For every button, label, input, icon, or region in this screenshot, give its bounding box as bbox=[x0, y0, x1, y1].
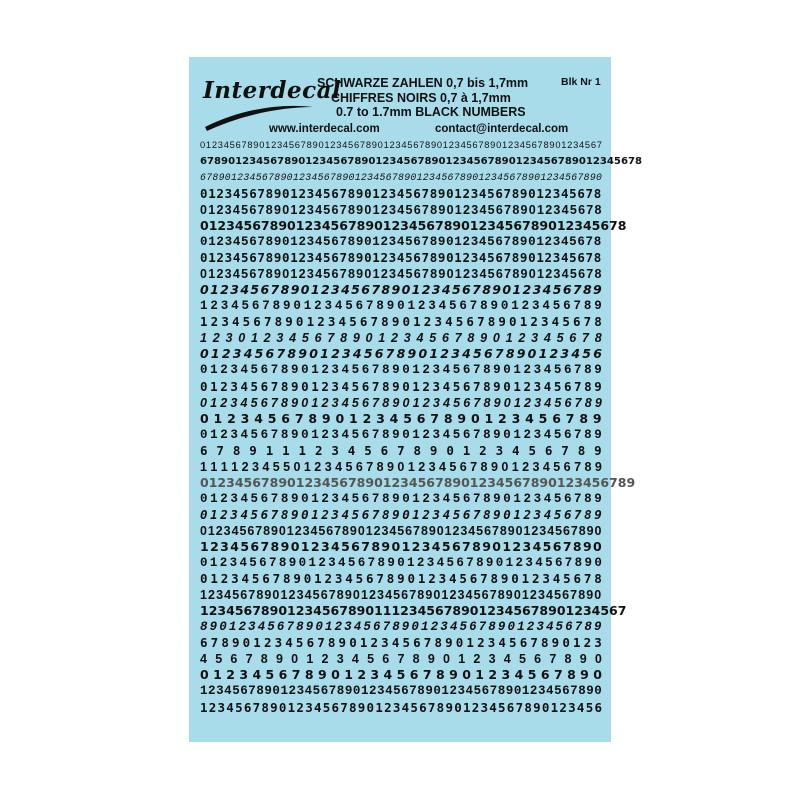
digit-row: 6 7 8 9 1 1 1 2 3 4 5 6 7 8 9 0 1 2 3 4 5 6 7 8 9 bbox=[200, 442, 602, 458]
title-english: 0.7 to 1.7mm BLACK NUMBERS bbox=[336, 105, 526, 119]
digit-row: 1 2 3 4 5 6 7 8 9 0 1 2 3 4 5 6 7 8 9 0 1 2 3 4 5 6 7 8 9 0 1 2 3 4 5 6 7 8 9 0 1 2 3 4 5 6 7 8 9 0 bbox=[200, 588, 602, 603]
sheet-reference: Blk Nr 1 bbox=[561, 76, 601, 88]
email-link[interactable]: contact@interdecal.com bbox=[435, 123, 569, 135]
digit-row: 0 1 2 3 4 5 6 7 8 9 0 1 2 3 4 5 6 7 8 9 0 1 2 3 4 5 6 7 8 9 0 1 2 3 4 5 6 7 8 9 0 1 2 3 4 5 6 7 8 9 bbox=[200, 474, 636, 490]
digit-row: 6 7 8 9 0 1 2 3 4 5 6 7 8 9 0 1 2 3 4 5 6 7 8 9 0 1 2 3 4 5 6 7 8 9 0 1 2 3 4 5 6 7 8 9 0 1 2 3 4 5 6 7 8 9 0 1 2 3 4 5 6 7 8 bbox=[200, 156, 642, 167]
title-german: SCHWARZE ZAHLEN 0,7 bis 1,7mm bbox=[317, 76, 529, 90]
digit-row: 0 1 2 3 4 5 6 7 8 9 0 1 2 3 4 5 6 7 8 9 0 1 2 3 4 5 6 7 8 9 0 1 2 3 4 5 6 7 8 9 0 1 2 3 4 5 6 7 8 9 0 bbox=[200, 523, 602, 538]
digit-row: 0 1 2 3 4 5 6 7 8 9 0 1 2 3 4 5 6 7 8 9 0 1 2 3 4 5 6 7 8 9 0 1 2 3 4 5 6 7 8 bbox=[200, 571, 602, 587]
digit-row: 0 1 2 3 4 5 6 7 8 9 0 1 2 3 4 5 6 7 8 9 0 1 2 3 4 5 6 7 8 9 0 bbox=[200, 667, 602, 683]
digit-row: 0 1 2 3 4 5 6 7 8 9 0 1 2 3 4 5 6 7 8 9 0 1 2 3 4 5 6 7 8 9 0 1 2 3 4 5 6 7 8 9 bbox=[200, 282, 602, 298]
digit-row: 0 1 2 3 4 5 6 7 8 9 0 1 2 3 4 5 6 7 8 9 0 1 2 3 4 5 6 7 8 9 0 1 2 3 4 5 6 7 8 9 0 1 2 3 4 5 6 7 8 bbox=[200, 202, 602, 217]
title-french: CHIFFRES NOIRS 0,7 à 1,7mm bbox=[331, 91, 511, 105]
digit-row: 1 2 3 0 1 2 3 4 5 6 7 8 9 0 1 2 3 4 5 6 7 8 9 0 1 2 3 4 5 6 7 8 bbox=[200, 331, 602, 346]
digit-row: 8 9 0 1 2 3 4 5 6 7 8 9 0 1 2 3 4 5 6 7 8 9 0 1 2 3 4 5 6 7 8 9 0 1 2 3 4 5 6 7 8 9 bbox=[200, 620, 602, 635]
logo-wordmark: Interdecal bbox=[203, 77, 342, 104]
digit-rows bbox=[189, 57, 642, 742]
digit-row: 0 1 2 3 4 5 6 7 8 9 0 1 2 3 4 5 6 7 8 9 0 1 2 3 4 5 6 7 8 9 0 1 2 3 4 5 6 7 8 9 bbox=[200, 506, 602, 522]
digit-row: 6 7 8 9 0 1 2 3 4 5 6 7 8 9 0 1 2 3 4 5 6 7 8 9 0 1 2 3 4 5 6 7 8 9 0 1 2 3 bbox=[200, 635, 602, 651]
digit-row: 0 1 2 3 4 5 6 7 8 9 0 1 2 3 4 5 6 7 8 9 0 1 2 3 4 5 6 7 8 9 0 1 2 3 4 5 6 7 8 9 bbox=[200, 395, 602, 410]
digit-row: 1 2 3 4 5 6 7 8 9 0 1 2 3 4 5 6 7 8 9 0 1 2 3 4 5 6 7 8 9 0 1 2 3 4 5 6 7 8 9 0 1 2 3 4 5 6 bbox=[200, 699, 602, 715]
digit-row: 0 1 2 3 4 5 6 7 8 9 0 1 2 3 4 5 6 7 8 9 0 1 2 3 4 5 6 7 8 9 0 1 2 3 4 5 6 7 8 9 bbox=[200, 363, 602, 378]
digit-row: 1 2 3 4 5 6 7 8 9 0 1 2 3 4 5 6 7 8 9 0 1 2 3 4 5 6 7 8 9 0 1 2 3 4 5 6 7 8 9 0 bbox=[200, 539, 602, 554]
digit-row: 6 7 8 9 0 1 2 3 4 5 6 7 8 9 0 1 2 3 4 5 6 7 8 9 0 1 2 3 4 5 6 7 8 9 0 1 2 3 4 5 6 7 8 9 0 1 2 3 4 5 6 7 8 9 0 1 2 3 4 5 6 7 8 9 0 bbox=[200, 172, 602, 184]
digit-row: 0 1 2 3 4 5 6 7 8 9 0 1 2 3 4 5 6 7 8 9 0 1 2 3 4 5 6 7 8 9 0 1 2 3 4 5 6 7 8 9 bbox=[200, 378, 602, 394]
digit-row: 0 1 2 3 4 5 6 7 8 9 0 1 2 3 4 5 6 7 8 9 0 1 2 3 4 5 6 7 8 9 bbox=[200, 410, 602, 426]
digit-row: 0 1 2 3 4 5 6 7 8 9 0 1 2 3 4 5 6 7 8 9 0 1 2 3 4 5 6 7 8 9 0 1 2 3 4 5 6 7 8 9 0 1 2 3 4 5 6 7 8 9 0 1 2 3 4 5 6 7 8 9 0 1 2 3 4 5 6 7 bbox=[200, 140, 602, 151]
digit-row: 0 1 2 3 4 5 6 7 8 9 0 1 2 3 4 5 6 7 8 9 0 1 2 3 4 5 6 7 8 9 0 1 2 3 4 5 6 7 8 9 bbox=[200, 427, 602, 442]
digit-row: 0 1 2 3 4 5 6 7 8 9 0 1 2 3 4 5 6 7 8 9 0 1 2 3 4 5 6 7 8 9 0 1 2 3 4 5 6 bbox=[200, 346, 602, 362]
digit-row: 0 1 2 3 4 5 6 7 8 9 0 1 2 3 4 5 6 7 8 9 0 1 2 3 4 5 6 7 8 9 0 1 2 3 4 5 6 7 8 9 0 1 2 3 4 5 6 7 8 bbox=[200, 185, 602, 201]
digit-row: 0 1 2 3 4 5 6 7 8 9 0 1 2 3 4 5 6 7 8 9 0 1 2 3 4 5 6 7 8 9 0 1 2 3 4 5 6 7 8 9 0 1 2 3 4 5 6 7 8 bbox=[200, 250, 602, 266]
website-link[interactable]: www.interdecal.com bbox=[269, 123, 380, 135]
digit-row: 1 2 3 4 5 6 7 8 9 0 1 2 3 4 5 6 7 8 9 0 1 2 3 4 5 6 7 8 9 0 1 2 3 4 5 6 7 8 9 0 1 2 3 4 5 6 7 8 9 0 bbox=[200, 684, 602, 699]
digit-row: 1 2 3 4 5 6 7 8 9 0 1 2 3 4 5 6 7 8 9 0 1 2 3 4 5 6 7 8 9 0 1 2 3 4 5 6 7 8 bbox=[200, 314, 602, 330]
digit-row: 4 5 6 7 8 9 0 1 2 3 4 5 6 7 8 9 0 1 2 3 4 5 6 7 8 9 0 bbox=[200, 652, 602, 667]
decal-sheet bbox=[189, 57, 642, 742]
digit-row: 1 2 3 4 5 6 7 8 9 0 1 2 3 4 5 6 7 8 9 0 1 2 3 4 5 6 7 8 9 0 1 2 3 4 5 6 7 8 9 bbox=[200, 299, 602, 314]
digit-row: 1 1 1 1 2 3 4 5 5 0 1 2 3 4 5 6 7 8 9 0 1 2 3 4 5 6 7 8 9 0 1 2 3 4 5 6 7 8 9 bbox=[200, 459, 602, 474]
digit-row: 0 1 2 3 4 5 6 7 8 9 0 1 2 3 4 5 6 7 8 9 0 1 2 3 4 5 6 7 8 9 0 1 2 3 4 5 6 7 8 9 0 bbox=[200, 556, 602, 571]
digit-row: 1 2 3 4 5 6 7 8 9 0 1 2 3 4 5 6 7 8 9 0 1 1 1 2 3 4 5 6 7 8 9 0 1 2 3 4 5 6 7 8 9 0 1 2 3 4 5 6 7 bbox=[200, 603, 627, 619]
digit-row: 0 1 2 3 4 5 6 7 8 9 0 1 2 3 4 5 6 7 8 9 0 1 2 3 4 5 6 7 8 9 0 1 2 3 4 5 6 7 8 9 0 1 2 3 4 5 6 7 8 bbox=[200, 235, 602, 250]
digit-row: 0 1 2 3 4 5 6 7 8 9 0 1 2 3 4 5 6 7 8 9 0 1 2 3 4 5 6 7 8 9 0 1 2 3 4 5 6 7 8 9 bbox=[200, 491, 602, 506]
digit-row: 0 1 2 3 4 5 6 7 8 9 0 1 2 3 4 5 6 7 8 9 0 1 2 3 4 5 6 7 8 9 0 1 2 3 4 5 6 7 8 9 0 1 2 3 4 5 6 7 8 bbox=[200, 267, 602, 282]
digit-row: 0 1 2 3 4 5 6 7 8 9 0 1 2 3 4 5 6 7 8 9 0 1 2 3 4 5 6 7 8 9 0 1 2 3 4 5 6 7 8 9 0 1 2 3 4 5 6 7 8 bbox=[200, 218, 627, 233]
